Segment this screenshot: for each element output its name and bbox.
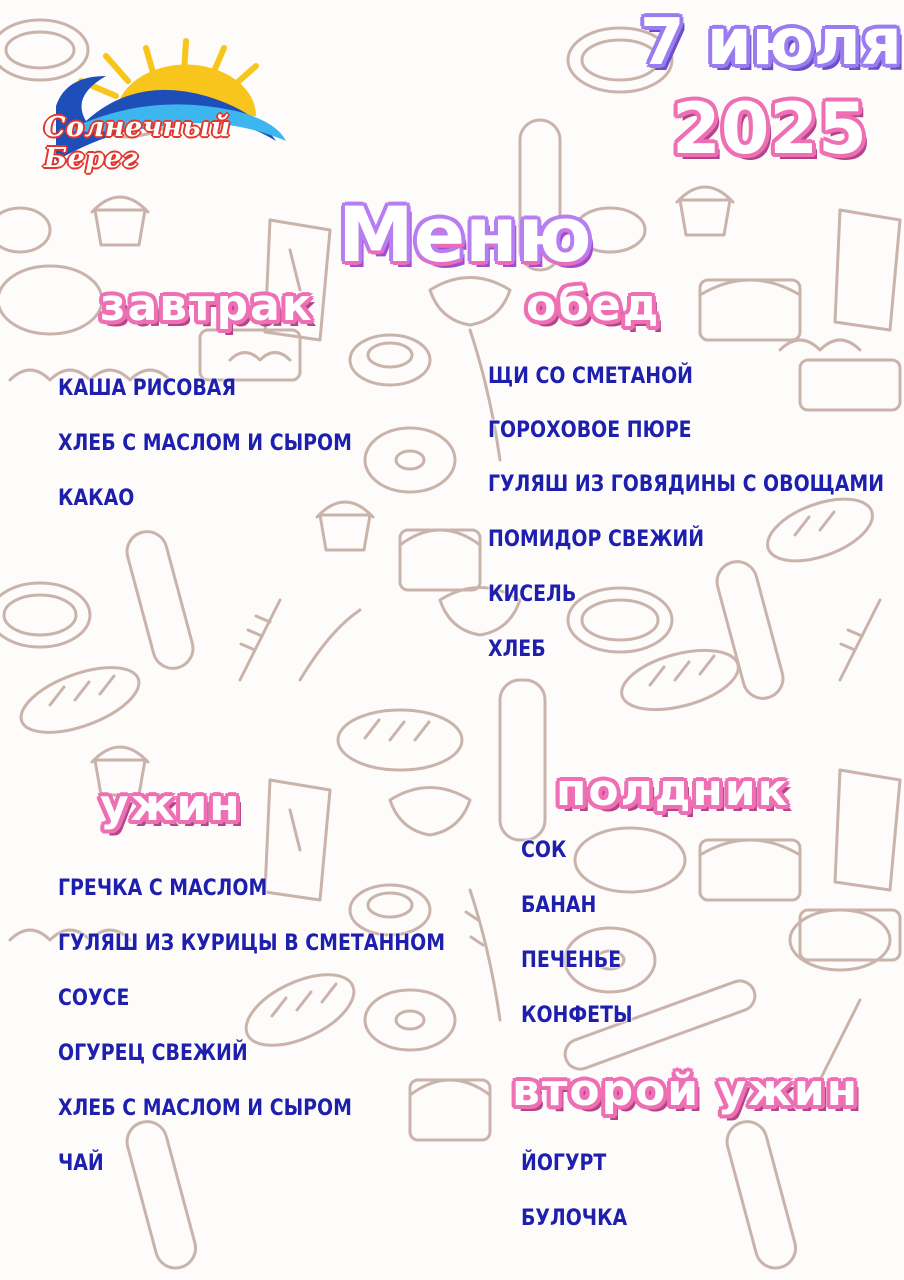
baguette-icon	[123, 527, 198, 673]
breakfast-item: ХЛЕБ С МАСЛОМ И СЫРОМ	[58, 431, 352, 456]
bread-loaf-icon	[236, 960, 365, 1060]
cinnamon-roll-icon	[0, 208, 50, 252]
logo-text: Солнечный Берег	[44, 112, 231, 174]
bagel-icon	[365, 428, 455, 492]
page-title: Меню	[338, 190, 592, 279]
wheat-icon	[840, 600, 880, 680]
bread-round-icon	[568, 588, 672, 652]
snack-item: КОНФЕТЫ	[521, 1003, 633, 1028]
bread-round-icon	[0, 266, 102, 334]
wheat-icon	[466, 890, 500, 1020]
snack-item: СОК	[521, 838, 567, 863]
braided-bread-icon	[230, 353, 290, 361]
braided-bread-icon	[780, 340, 860, 350]
muffin-icon	[317, 502, 373, 550]
dinner-item: ОГУРЕЦ СВЕЖИЙ	[58, 1041, 248, 1066]
muffin-icon	[677, 187, 733, 235]
dinner-item: ХЛЕБ С МАСЛОМ И СЫРОМ	[58, 1096, 352, 1121]
snack-item: БАНАН	[521, 893, 597, 918]
breakfast-heading: завтрак	[100, 280, 314, 331]
wheat-icon	[300, 610, 360, 680]
snack-item: ПЕЧЕНЬЕ	[521, 948, 622, 973]
croissant-icon	[430, 278, 510, 326]
baguette-icon	[723, 1117, 800, 1272]
dinner-item: ГРЕЧКА С МАСЛОМ	[58, 876, 268, 901]
muffin-icon	[92, 197, 148, 245]
dinner-item: ЧАЙ	[58, 1151, 104, 1176]
bread-bag-icon	[835, 770, 900, 890]
sandwich-loaf-icon	[700, 840, 800, 900]
lunch-item: ГОРОХОВОЕ ПЮРЕ	[488, 418, 692, 443]
bagel-icon	[365, 990, 455, 1050]
wheat-icon	[240, 600, 280, 680]
date-day-month: 7 июля	[640, 6, 902, 80]
sandwich-loaf-icon	[800, 360, 900, 410]
bread-round-icon	[575, 828, 685, 892]
lunch-item: ХЛЕБ	[488, 637, 546, 662]
date-year: 2025	[672, 88, 867, 170]
lunch-item: ПОМИДОР СВЕЖИЙ	[488, 527, 705, 552]
second-dinner-heading: второй ужин	[512, 1065, 860, 1116]
bread-round-icon	[0, 583, 90, 647]
snack-heading: полдник	[556, 765, 790, 816]
baguette-icon	[500, 680, 545, 840]
dinner-item: ГУЛЯШ ИЗ КУРИЦЫ В СМЕТАННОМ	[58, 931, 446, 956]
bread-bag-icon	[265, 780, 330, 900]
lunch-item: ГУЛЯШ ИЗ ГОВЯДИНЫ С ОВОЩАМИ	[488, 472, 885, 497]
bread-loaf-icon	[13, 654, 147, 745]
dinner-heading: ужин	[100, 780, 242, 831]
sandwich-loaf-icon	[700, 280, 800, 340]
second-dinner-item: ЙОГУРТ	[521, 1151, 607, 1176]
sandwich-loaf-icon	[400, 530, 480, 590]
bread-loaf-icon	[338, 710, 462, 770]
lunch-item: ЩИ СО СМЕТАНОЙ	[488, 364, 694, 389]
second-dinner-item: БУЛОЧКА	[521, 1206, 628, 1231]
baguette-icon	[123, 1117, 200, 1272]
breakfast-item: КАКАО	[58, 486, 135, 511]
lunch-item: КИСЕЛЬ	[488, 582, 577, 607]
baguette-icon	[713, 557, 788, 703]
breakfast-item: КАША РИСОВАЯ	[58, 376, 237, 401]
bread-bag-icon	[835, 210, 900, 330]
bread-loaf-icon	[759, 487, 880, 573]
cinnamon-roll-icon	[350, 335, 430, 385]
cinnamon-roll-icon	[350, 885, 430, 935]
croissant-icon	[390, 788, 470, 836]
sandwich-loaf-icon	[410, 1080, 490, 1140]
lunch-heading: обед	[526, 280, 661, 331]
dinner-item: СОУСЕ	[58, 986, 130, 1011]
